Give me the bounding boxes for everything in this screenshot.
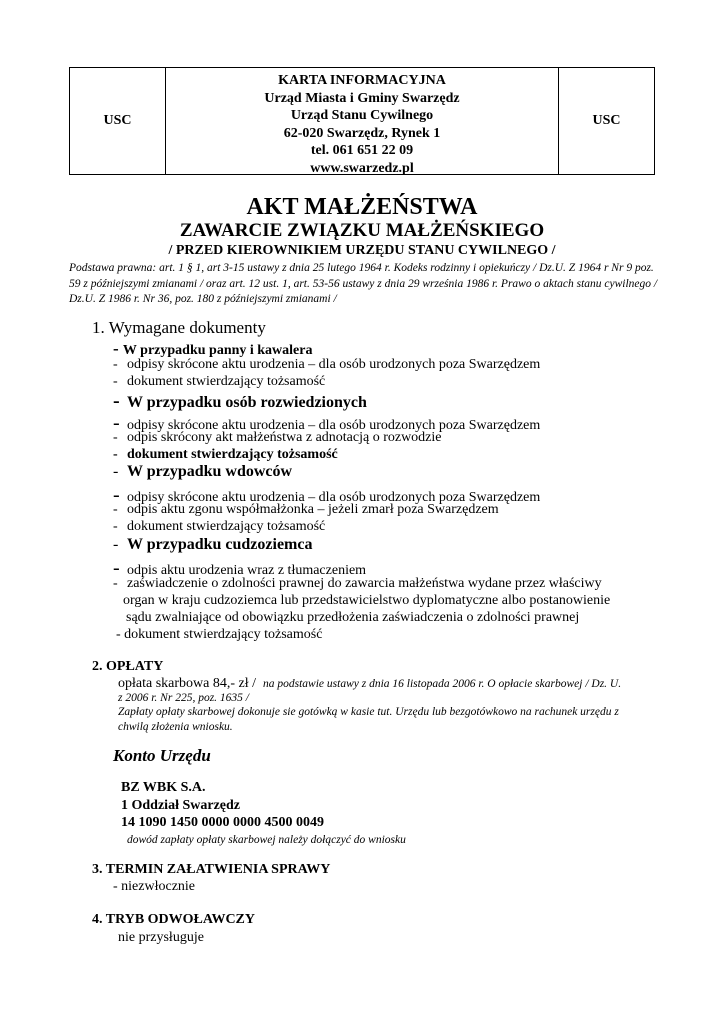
document-title: AKT MAŁŻEŃSTWA [246,194,478,220]
header-line: 62-020 Swarzędz, Rynek 1 [283,125,441,141]
document-subtitle-2: / PRZED KIEROWNIKIEM URZĘDU STANU CYWILNEGO / [168,243,556,258]
section-4-heading: 4. TRYB ODWOŁAWCZY [92,912,255,927]
payment-proof-note: dowód zapłaty opłaty skarbowej należy dołączyć do wniosku [127,834,406,846]
list-item: - odpis aktu zgonu współmałżonka – jeżeli zmarł poza Swarzędzem [113,502,499,517]
list-item-continuation: sądu zwalniające od obowiązku przedłożenia zaświadczenia o zdolności prawnej [126,610,580,625]
header-line: tel. 061 651 22 09 [310,143,414,158]
payment-info: Zapłaty opłaty skarbowej dokonuje sie gotówką w kasie tut. Urzędu lub bezgotówkowo na rachunek urzędu z [118,706,619,718]
payment-info-continuation: chwilą złożenia wniosku. [118,721,233,733]
header-info-cell [165,68,559,174]
header-right-cell: USC [592,113,621,128]
list-item: - odpisy skrócone aktu urodzenia – dla osób urodzonych poza Swarzędzem [113,484,541,506]
header-left-cell: USC [103,113,132,128]
legal-basis: Podstawa prawna: art. 1 § 1, art 3-15 ustawy z dnia 25 lutego 1964 r. Kodeks rodzinny i opiekuńczy / Dz.U. Z 1964 r Nr 9 poz. 59 z późniejszymi zmianami / oraz art. 12 ust. 1, art. 53-56 ustawy z dnia 29 września 1986 r. Prawo o aktach stanu cywilnego / Dz.U. Z 1986 r. Nr 36, poz. 180 z późniejszymi zmianami / [69,262,658,305]
bank-branch: 1 Oddział Swarzędz [121,798,240,813]
list-item-continuation: organ w kraju cudzoziemca lub przedstawicielstwo dyplomatyczne albo postanowienie [123,593,611,608]
header-line: Urząd Stanu Cywilnego [290,108,434,123]
list-item: - zaświadczenie o zdolności prawnej do zawarcia małżeństwa wydane przez właściwy [113,576,602,591]
account-number: 14 1090 1450 0000 0000 4500 0049 [121,815,324,830]
section-2-heading: 2. OPŁATY [92,659,164,674]
account-title: Konto Urzędu [113,746,211,765]
list-item: - odpis skrócony akt małżeństwa z adnotacją o rozwodzie [113,430,442,445]
group-heading: - W przypadku cudzoziemca [113,536,313,553]
group-heading: - W przypadku wdowców [113,463,293,480]
section-1-heading: 1. Wymagane dokumenty [92,318,266,337]
document-subtitle: ZAWARCIE ZWIĄZKU MAŁŻEŃSKIEGO [179,220,545,241]
section-3-heading: 3. TERMIN ZAŁATWIENIA SPRAWY [92,862,331,877]
fee-line: opłata skarbowa 84,- zł / na podstawie ustawy z dnia 16 listopada 2006 r. O opłacie skarbowej / Dz. U. [118,676,622,691]
fee-note-continuation: z 2006 r. Nr 225, poz. 1635 / [118,692,249,704]
group-heading: - W przypadku osób rozwiedzionych [113,390,367,412]
bank-name: BZ WBK S.A. [121,780,206,795]
header-website: www.swarzedz.pl [310,160,414,176]
header-line: KARTA INFORMACYJNA [278,73,446,88]
header-table [69,67,655,175]
list-item: - dokument stwierdzający tożsamość [113,374,326,389]
list-item: - odpis aktu urodzenia wraz z tłumaczeniem [113,557,367,579]
list-item: nie przysługuje [118,930,204,945]
header-line: Urząd Miasta i Gminy Swarzędz [264,90,460,106]
list-item: - odpisy skrócone aktu urodzenia – dla osób urodzonych poza Swarzędzem [113,357,541,372]
list-item: - dokument stwierdzający tożsamość [116,627,323,642]
list-item: - dokument stwierdzający tożsamość [113,447,338,462]
list-item: - dokument stwierdzający tożsamość [113,519,326,534]
list-item: - niezwłocznie [113,879,196,894]
group-heading: - W przypadku panny i kawalera [113,339,313,358]
list-item: - odpisy skrócone aktu urodzenia – dla osób urodzonych poza Swarzędzem [113,412,541,434]
